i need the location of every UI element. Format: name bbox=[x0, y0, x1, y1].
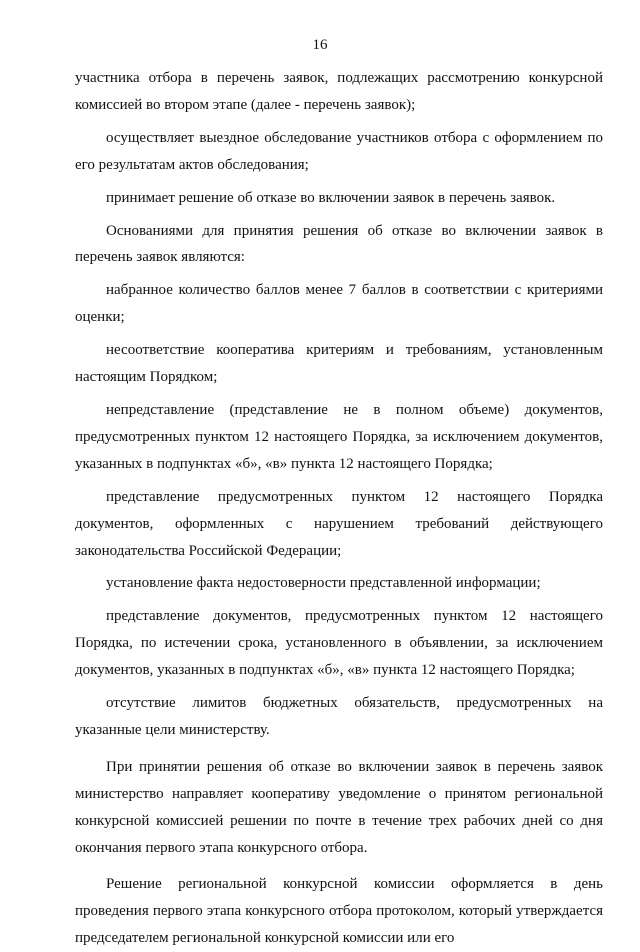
paragraph-6: несоответствие кооператива критериям и требованиям, установленным настоящим Порядком; bbox=[75, 342, 603, 386]
paragraph-5: набранное количество баллов менее 7 баллов в соответствии с критериями оценки; bbox=[75, 282, 603, 326]
paragraph-1: участника отбора в перечень заявок, подлежащих рассмотрению конкурсной комиссией во втором этапе (далее - перечень заявок); bbox=[75, 70, 603, 113]
paragraph-4: Основаниями для принятия решения об отказе во включении заявок в перечень заявок являются: bbox=[75, 222, 603, 266]
document-body bbox=[75, 65, 603, 952]
paragraph-10: представление документов, предусмотренных пунктом 12 настоящего Порядка, по истечении срока, установленного в объявлении, за исключением документов, указанных в подпунктах «б», «в» пункта 12 настоящего Порядка; bbox=[75, 608, 603, 679]
paragraph-8: представление предусмотренных пунктом 12 настоящего Порядка документов, оформленных с нарушением требований действующего законодательства Российской Федерации; bbox=[75, 488, 603, 559]
paragraph-12: При принятии решения об отказе во включении заявок в перечень заявок министерство направляет кооперативу уведомление о принятом региональной конкурсной комиссией решении по почте в течение трех рабочих дней со дня окончания первого этапа конкурсного отбора. bbox=[75, 758, 603, 856]
paragraph-11: отсутствие лимитов бюджетных обязательств, предусмотренных на указанные цели министерству. bbox=[75, 695, 603, 738]
paragraph-2: осуществляет выездное обследование участников отбора с оформлением по его результатам актов обследования; bbox=[75, 129, 603, 173]
paragraph-13: Решение региональной конкурсной комиссии оформляется в день проведения первого этапа конкурсного отбора протоколом, который утверждается председателем региональной конкурсной комиссии или его bbox=[75, 876, 603, 947]
paragraph-9: установление факта недостоверности представленной информации; bbox=[106, 575, 541, 592]
paragraph-7: непредставление (представление не в полном объеме) документов, предусмотренных пунктом 12 настоящего Порядка, за исключением документов, указанных в подпунктах «б», «в» пункта 12 настоящего Порядка; bbox=[75, 401, 603, 472]
paragraph-3: принимает решение об отказе во включении заявок в перечень заявок. bbox=[106, 189, 556, 206]
page-number: 16 bbox=[312, 37, 328, 53]
